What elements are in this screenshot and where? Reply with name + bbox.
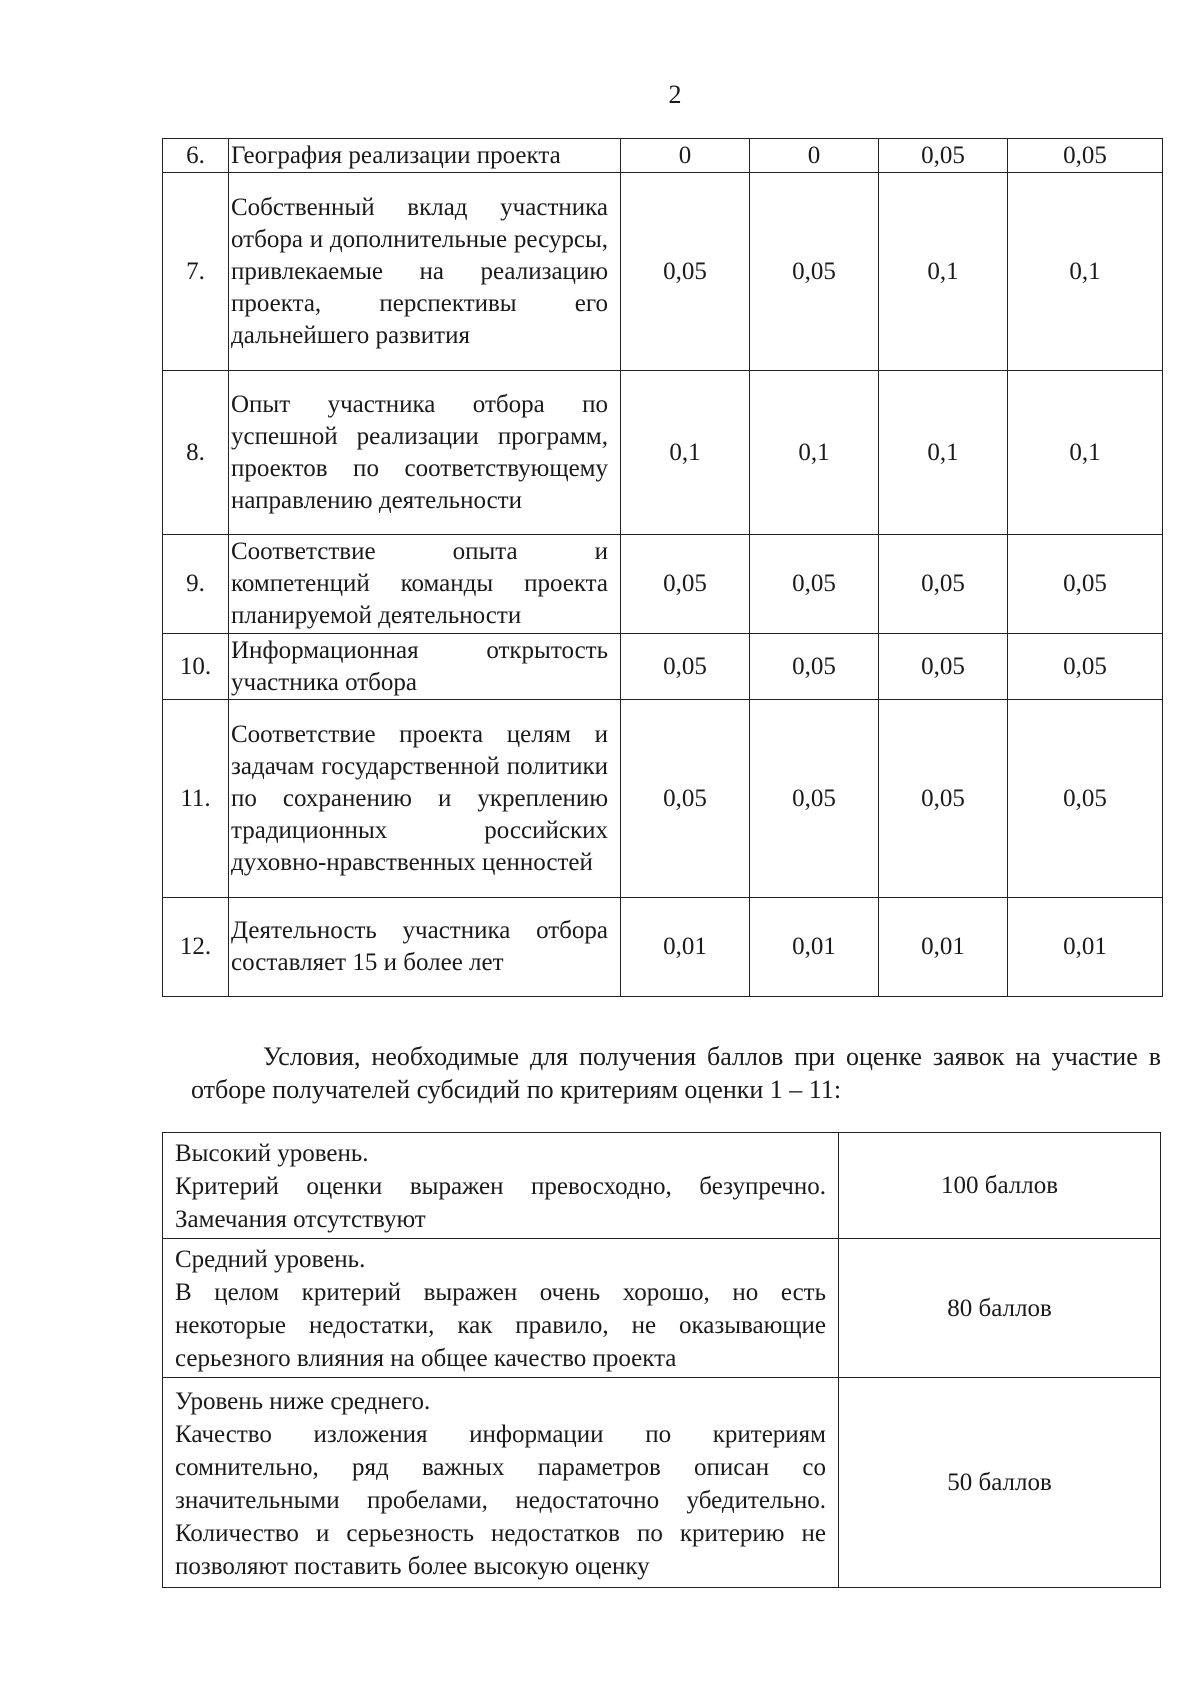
criteria-value: 0,01 bbox=[750, 898, 879, 997]
level-title: Средний уровень. bbox=[175, 1246, 366, 1273]
criteria-value: 0 bbox=[750, 139, 879, 173]
level-points: 100 баллов bbox=[839, 1133, 1161, 1239]
levels-table bbox=[162, 1132, 1161, 1588]
criteria-value: 0,01 bbox=[1008, 898, 1163, 997]
level-row bbox=[163, 1378, 1161, 1588]
criteria-value: 0,05 bbox=[879, 634, 1008, 700]
level-row bbox=[163, 1239, 1161, 1378]
criteria-value: 0,1 bbox=[879, 371, 1008, 535]
criteria-value: 0,05 bbox=[621, 535, 750, 634]
level-title: Уровень ниже среднего. bbox=[175, 1387, 431, 1415]
criteria-value: 0,05 bbox=[1008, 139, 1163, 173]
level-description-cell bbox=[163, 1378, 839, 1588]
criteria-value: 0 bbox=[621, 139, 750, 173]
criteria-value: 0,01 bbox=[879, 898, 1008, 997]
level-description: В целом критерий выражен очень хорошо, но есть некоторые недостатки, как правило, не оказывающие серьезного влияния на общее качество проекта bbox=[175, 1279, 826, 1372]
criteria-text: Деятельность участника отбора составляет 15 и более лет bbox=[229, 898, 621, 997]
criteria-text: Информационная открытость участника отбора bbox=[229, 634, 621, 700]
criteria-row bbox=[163, 139, 1163, 173]
criteria-value: 0,05 bbox=[621, 173, 750, 371]
criteria-value: 0,05 bbox=[621, 634, 750, 700]
criteria-value: 0,05 bbox=[750, 173, 879, 371]
criteria-number: 9. bbox=[163, 535, 229, 634]
level-title: Высокий уровень. bbox=[175, 1140, 369, 1167]
level-description-cell bbox=[163, 1133, 839, 1239]
criteria-value: 0,1 bbox=[879, 173, 1008, 371]
level-description-cell bbox=[163, 1239, 839, 1378]
level-points: 50 баллов bbox=[839, 1378, 1161, 1588]
criteria-value: 0,1 bbox=[621, 371, 750, 535]
criteria-row bbox=[163, 371, 1163, 535]
criteria-value: 0,01 bbox=[621, 898, 750, 997]
intro-text: Условия, необходимые для получения баллов при оценке заявок на участие в отборе получателей субсидий по критериям оценки 1 – 11: bbox=[191, 1042, 1161, 1104]
criteria-value: 0,05 bbox=[1008, 535, 1163, 634]
criteria-number: 12. bbox=[163, 898, 229, 997]
level-row bbox=[163, 1133, 1161, 1239]
criteria-row bbox=[163, 700, 1163, 898]
criteria-value: 0,1 bbox=[1008, 173, 1163, 371]
criteria-value: 0,05 bbox=[1008, 700, 1163, 898]
criteria-text: География реализации проекта bbox=[229, 139, 621, 173]
criteria-table bbox=[162, 138, 1163, 997]
criteria-value: 0,05 bbox=[1008, 634, 1163, 700]
criteria-text: Соответствие проекта целям и задачам государственной политики по сохранению и укреплению традиционных российских духовно-нравственных ценностей bbox=[229, 700, 621, 898]
level-description: Качество изложения информации по критериям сомнительно, ряд важных параметров описан со значительными пробелами, недостаточно убедительно. Количество и серьезность недостатков по критерию не позволяют поставить более высокую оценку bbox=[175, 1420, 826, 1580]
criteria-text: Соответствие опыта и компетенций команды проекта планируемой деятельности bbox=[229, 535, 621, 634]
intro-paragraph bbox=[191, 1040, 1161, 1106]
criteria-number: 8. bbox=[163, 371, 229, 535]
criteria-row bbox=[163, 535, 1163, 634]
criteria-value: 0,05 bbox=[750, 535, 879, 634]
page-number: 2 bbox=[668, 80, 682, 109]
criteria-value: 0,05 bbox=[879, 700, 1008, 898]
criteria-text: Опыт участника отбора по успешной реализации программ, проектов по соответствующему направлению деятельности bbox=[229, 371, 621, 535]
criteria-text: Собственный вклад участника отбора и дополнительные ресурсы, привлекаемые на реализацию проекта, перспективы его дальнейшего развития bbox=[229, 173, 621, 371]
criteria-row bbox=[163, 634, 1163, 700]
criteria-row bbox=[163, 898, 1163, 997]
criteria-row bbox=[163, 173, 1163, 371]
criteria-value: 0,05 bbox=[750, 634, 879, 700]
criteria-number: 7. bbox=[163, 173, 229, 371]
criteria-value: 0,05 bbox=[750, 700, 879, 898]
criteria-value: 0,05 bbox=[621, 700, 750, 898]
criteria-value: 0,05 bbox=[879, 535, 1008, 634]
criteria-value: 0,1 bbox=[750, 371, 879, 535]
criteria-value: 0,05 bbox=[879, 139, 1008, 173]
level-description: Критерий оценки выражен превосходно, безупречно. Замечания отсутствуют bbox=[175, 1173, 826, 1233]
criteria-number: 11. bbox=[163, 700, 229, 898]
level-points: 80 баллов bbox=[839, 1239, 1161, 1378]
criteria-value: 0,1 bbox=[1008, 371, 1163, 535]
criteria-number: 6. bbox=[163, 139, 229, 173]
criteria-number: 10. bbox=[163, 634, 229, 700]
